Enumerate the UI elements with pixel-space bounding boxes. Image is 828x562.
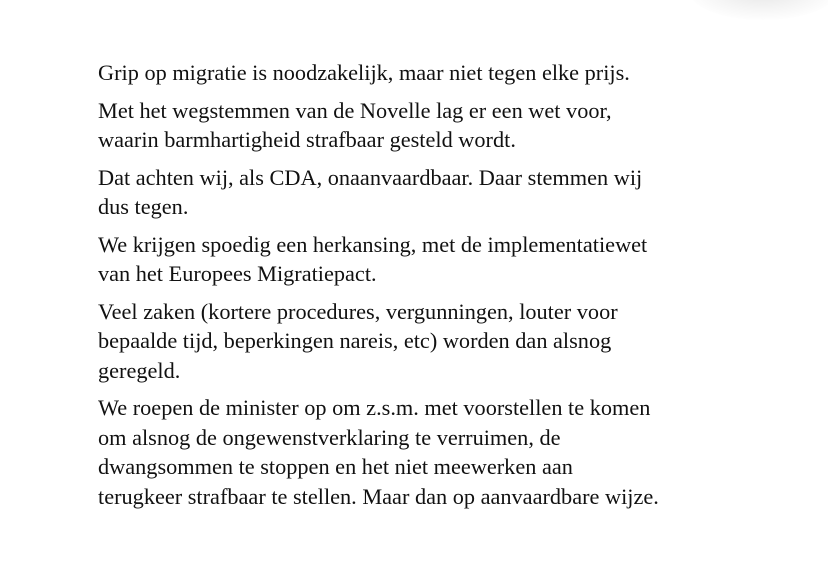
paragraph-1: Grip op migratie is noodzakelijk, maar niet tegen elke prijs.: [98, 60, 630, 85]
paragraph-6: We roepen de minister op om z.s.m. met voorstellen te komen om alsnog de ongewenstverklaring te verruimen, de dwangsommen te stoppen en het niet meewerken aan terugkeer strafbaar te stellen. Maar dan op aanvaardbare wijze.: [98, 395, 659, 509]
corner-shadow: [688, 0, 828, 20]
paragraph-4: We krijgen spoedig een herkansing, met de implementatiewet van het Europees Migratiepact.: [98, 231, 648, 286]
paragraph-3: Dat achten wij, als CDA, onaanvaardbaar. Daar stemmen wij dus tegen.: [98, 164, 643, 219]
paragraph-2: Met het wegstemmen van de Novelle lag er een wet voor, waarin barmhartigheid strafbaar gesteld wordt.: [98, 97, 612, 152]
paragraph-5: Veel zaken (kortere procedures, vergunningen, louter voor bepaalde tijd, beperkingen nareis, etc) worden dan alsnog geregeld.: [98, 298, 618, 383]
statement-text: [98, 58, 798, 519]
